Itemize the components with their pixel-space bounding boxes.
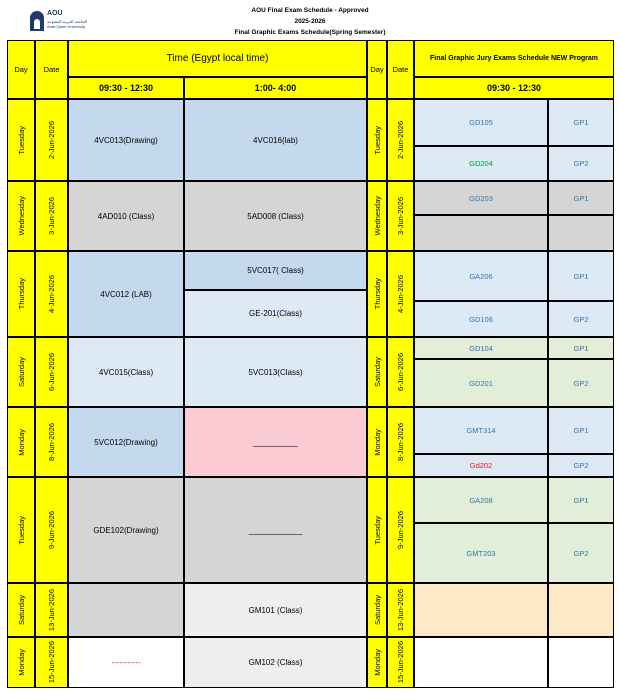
jury-empty-cell [548, 583, 614, 637]
row-date-2: 6-Jun-2026 [387, 337, 414, 407]
exam-cell: 4VC013(Drawing) [68, 99, 184, 181]
jury-empty-cell [414, 215, 548, 251]
jury-group-cell: GP1 [548, 407, 614, 454]
jury-slot-header: 09:30 - 12:30 [414, 77, 614, 99]
jury-course-cell: GA208 [414, 477, 548, 523]
jury-course-cell: GD203 [414, 181, 548, 215]
page-header [0, 0, 620, 40]
exam-cell: GM102 (Class) [184, 637, 367, 688]
jury-group-cell: GP2 [548, 454, 614, 477]
row-day: Monday [7, 407, 35, 477]
jury-group-cell: GP1 [548, 181, 614, 215]
row-day-2: Tuesday [367, 99, 387, 181]
logo-arabic-name: الجامعة العربية المفتوحة [47, 19, 88, 24]
jury-course-cell: GD204 [414, 146, 548, 181]
row-day: Saturday [7, 337, 35, 407]
row-day: Monday [7, 637, 35, 688]
jury-course-cell: GD105 [414, 99, 548, 146]
exam-cell-empty [68, 583, 184, 637]
exam-cell: 4VC012 (LAB) [68, 251, 184, 337]
row-day-2: Monday [367, 637, 387, 688]
university-emblem-icon [30, 11, 44, 31]
jury-group-cell: GP2 [548, 301, 614, 337]
exam-cell: GM101 (Class) [184, 583, 367, 637]
row-date: 9-Jun-2026 [35, 477, 68, 583]
row-date-2: 4-Jun-2026 [387, 251, 414, 337]
row-day-2: Monday [367, 407, 387, 477]
jury-course-cell: GMT314 [414, 407, 548, 454]
row-day: Wednesday [7, 181, 35, 251]
jury-group-cell: GP1 [548, 477, 614, 523]
row-date: 2-Jun-2026 [35, 99, 68, 181]
jury-group-cell: GP2 [548, 523, 614, 583]
jury-schedule-header: Final Graphic Jury Exams Schedule NEW Program [414, 40, 614, 77]
row-date: 6-Jun-2026 [35, 337, 68, 407]
jury-empty-cell [414, 583, 548, 637]
row-date: 13-Jun-2026 [35, 583, 68, 637]
row-day-2: Saturday [367, 337, 387, 407]
academic-year: 2025-2026 [294, 18, 326, 25]
row-date-2: 3-Jun-2026 [387, 181, 414, 251]
row-date-2: 15-Jun-2026 [387, 637, 414, 688]
row-day: Saturday [7, 583, 35, 637]
row-day-2: Saturday [367, 583, 387, 637]
row-day-2: Thursday [367, 251, 387, 337]
jury-group-cell: GP2 [548, 146, 614, 181]
row-date-2: 9-Jun-2026 [387, 477, 414, 583]
jury-course-cell: Gd202 [414, 454, 548, 477]
exam-cell: 5VC012(Drawing) [68, 407, 184, 477]
document-title: AOU Final Exam Schedule - Approved [251, 7, 369, 14]
exam-cell-empty: ----------- [68, 637, 184, 688]
day-column-header: Day [7, 40, 35, 99]
row-day: Thursday [7, 251, 35, 337]
logo-abbreviation: AOU [47, 10, 63, 17]
jury-group-cell: GP2 [548, 359, 614, 407]
jury-empty-cell [414, 637, 548, 688]
jury-course-cell: GD104 [414, 337, 548, 359]
exam-cell: GDE102(Drawing) [68, 477, 184, 583]
row-day: Tuesday [7, 99, 35, 181]
row-date: 4-Jun-2026 [35, 251, 68, 337]
logo-english-name: Arab Open University [47, 24, 86, 29]
jury-group-cell: GP1 [548, 251, 614, 301]
exam-schedule-table [7, 40, 614, 688]
jury-group-cell: GP1 [548, 99, 614, 146]
day-column-header-2: Day [367, 40, 387, 99]
row-day: Tuesday [7, 477, 35, 583]
jury-group-cell: GP1 [548, 337, 614, 359]
row-day-2: Tuesday [367, 477, 387, 583]
slot-afternoon-header: 1:00- 4:00 [184, 77, 367, 99]
exam-cell: GE-201(Class) [184, 290, 367, 337]
jury-course-cell: GD106 [414, 301, 548, 337]
row-date-2: 13-Jun-2026 [387, 583, 414, 637]
jury-empty-cell [548, 637, 614, 688]
exam-cell: 4AD010 (Class) [68, 181, 184, 251]
jury-course-cell: GD201 [414, 359, 548, 407]
document-subtitle: Final Graphic Exams Schedule(Spring Semester) [234, 29, 386, 36]
slot-morning-header: 09:30 - 12:30 [68, 77, 184, 99]
exam-cell-empty: ____________ [184, 477, 367, 583]
row-day-2: Wednesday [367, 181, 387, 251]
exam-cell: 4VC016(lab) [184, 99, 367, 181]
row-date: 3-Jun-2026 [35, 181, 68, 251]
date-column-header: Date [35, 40, 68, 99]
exam-cell-empty: __________ [184, 407, 367, 477]
jury-course-cell: GMT203 [414, 523, 548, 583]
row-date: 15-Jun-2026 [35, 637, 68, 688]
exam-cell: 5VC017( Class) [184, 251, 367, 290]
time-header: Time (Egypt local time) [68, 40, 367, 77]
row-date: 8-Jun-2026 [35, 407, 68, 477]
row-date-2: 2-Jun-2026 [387, 99, 414, 181]
aou-logo [30, 9, 90, 35]
row-date-2: 8-Jun-2026 [387, 407, 414, 477]
jury-empty-cell [548, 215, 614, 251]
jury-course-cell: GA206 [414, 251, 548, 301]
exam-cell: 4VC015(Class) [68, 337, 184, 407]
exam-cell: 5VC013(Class) [184, 337, 367, 407]
date-column-header-2: Date [387, 40, 414, 99]
exam-cell: 5AD008 (Class) [184, 181, 367, 251]
